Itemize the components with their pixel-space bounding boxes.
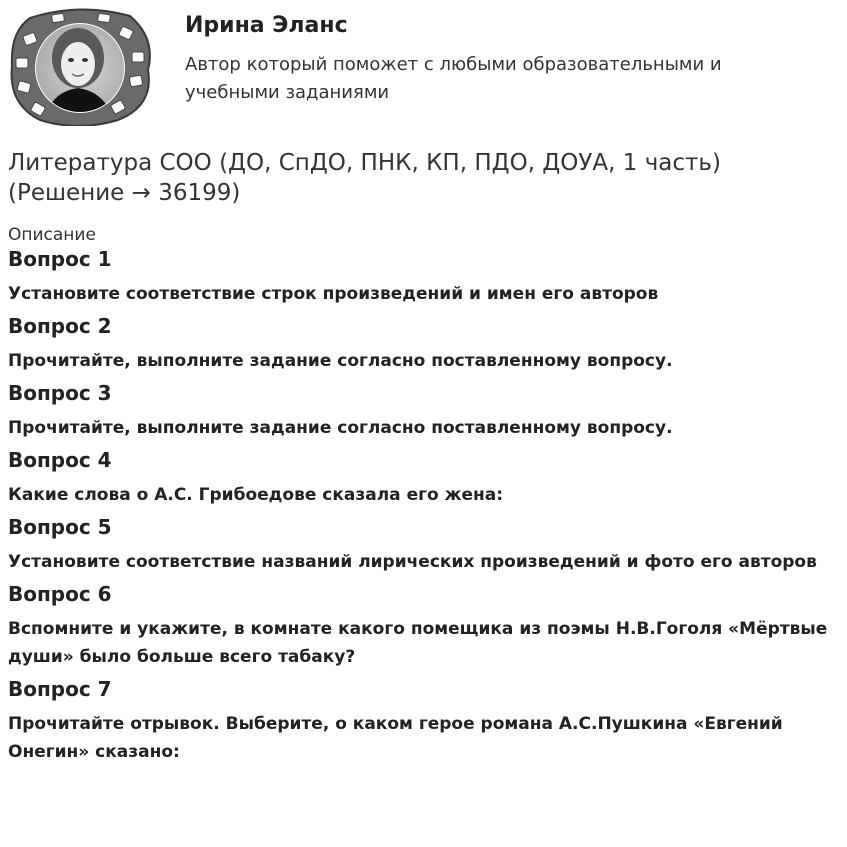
question-text: Прочитайте отрывок. Выберите, о каком герое романа А.С.Пушкина «Евгений Онегин» сказано: [8,714,783,762]
question-item [8,380,838,442]
document-content [8,148,838,766]
question-text: Установите соответствие названий лирических произведений и фото его авторов [8,552,817,572]
film-frame-avatar-icon [8,8,153,126]
question-heading: Вопрос 6 [8,582,112,606]
question-item [8,246,838,308]
question-item [8,581,838,671]
question-heading: Вопрос 5 [8,515,112,539]
question-item [8,313,838,375]
document-title: Литература СОО (ДО, СпДО, ПНК, КП, ПДО, ДОУА, 1 часть) (Решение → 36199) [8,150,721,206]
question-heading: Вопрос 1 [8,247,112,271]
question-item [8,447,838,509]
question-heading: Вопрос 3 [8,381,112,405]
author-header [8,8,838,128]
question-list [8,246,838,766]
author-description: Автор который поможет с любыми образовательными и учебными заданиями [185,54,722,103]
author-name[interactable]: Ирина Эланс [185,13,348,38]
question-heading: Вопрос 7 [8,677,112,701]
question-item [8,676,838,766]
question-text: Установите соответствие строк произведений и имен его авторов [8,284,659,304]
question-text: Прочитайте, выполните задание согласно поставленному вопросу. [8,418,673,438]
author-avatar[interactable] [8,8,153,126]
question-text: Вспомните и укажите, в комнате какого помещика из поэмы Н.В.Гоголя «Мёртвые души» было больше всего табаку? [8,619,828,667]
question-heading: Вопрос 2 [8,314,112,338]
description-label: Описание [8,225,96,245]
question-text: Прочитайте, выполните задание согласно поставленному вопросу. [8,351,673,371]
question-item [8,514,838,576]
question-text: Какие слова о А.С. Грибоедове сказала его жена: [8,485,504,505]
question-heading: Вопрос 4 [8,448,112,472]
